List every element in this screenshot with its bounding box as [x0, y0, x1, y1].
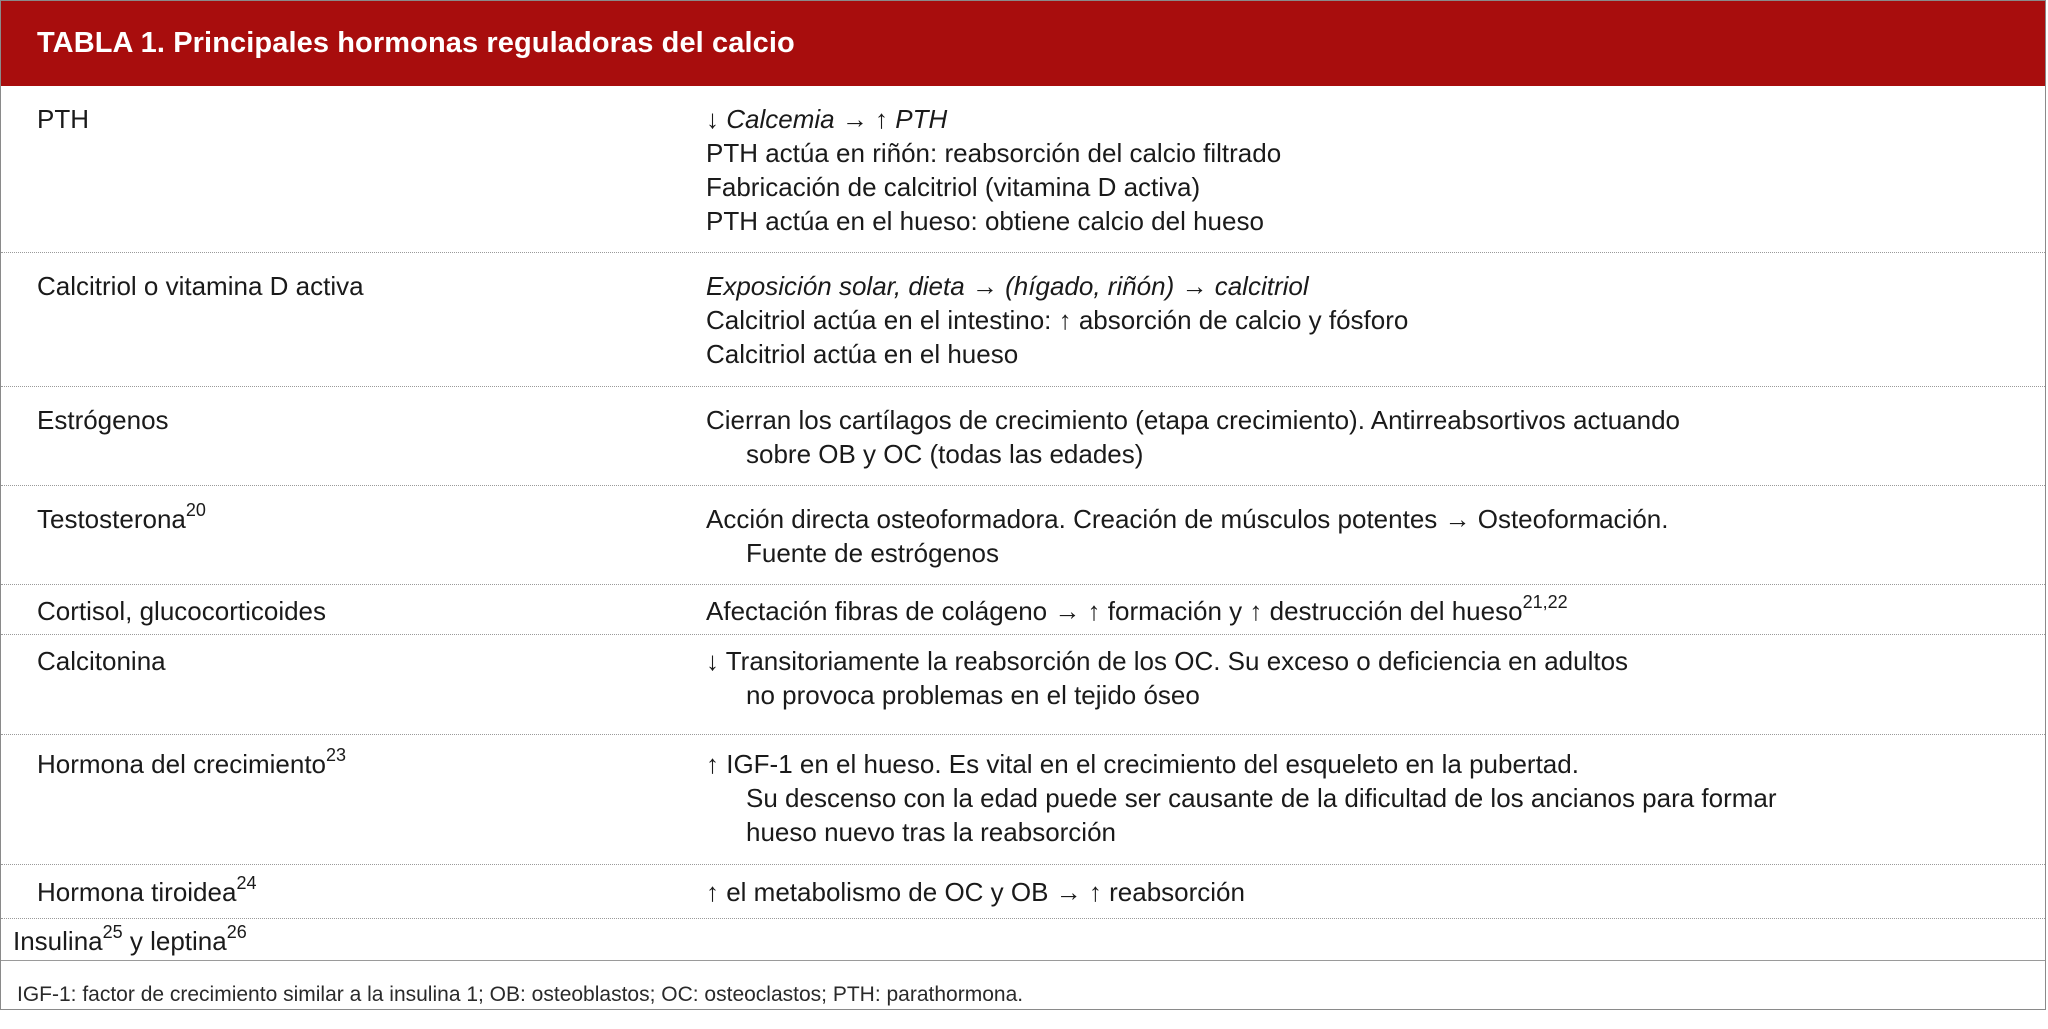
- description-line: no provoca problemas en el tejido óseo: [746, 680, 1200, 710]
- description-line: Cierran los cartílagos de crecimiento (etapa crecimiento). Antirreabsortivos actuando: [706, 405, 1681, 435]
- table-row: [1, 585, 2045, 635]
- hormone-name: Hormona del crecimiento$^{23}$: [37, 745, 347, 779]
- description-line: ↓ Calcemia → ↑ PTH: [706, 104, 948, 134]
- hormone-name: Calcitriol o vitamina D activa: [37, 271, 364, 301]
- hormone-name: Calcitonina: [37, 646, 166, 676]
- description-line: ↑ el metabolismo de OC y OB → ↑ reabsorción: [706, 877, 1245, 907]
- table-footnote: IGF-1: factor de crecimiento similar a la insulina 1; OB: osteoblastos; OC: osteoclastos; PTH: parathormona.: [1, 960, 2045, 1029]
- description-line: sobre OB y OC (todas las edades): [746, 439, 1144, 469]
- hormone-description: [706, 387, 2045, 485]
- description-line: Fabricación de calcitriol (vitamina D activa): [706, 172, 1201, 202]
- table-row: [1, 486, 2045, 585]
- table-title: TABLA 1. Principales hormonas reguladoras del calcio: [1, 1, 2045, 86]
- reference-superscript: 24: [236, 873, 257, 894]
- reference-superscript: 23: [326, 745, 347, 766]
- hormone-name: Estrógenos: [37, 405, 169, 435]
- description-line: PTH actúa en el hueso: obtiene calcio del hueso: [706, 206, 1264, 236]
- hormone-name: PTH: [37, 104, 89, 134]
- table-row: [1, 735, 2045, 865]
- reference-superscript: 25: [102, 922, 123, 943]
- hormone-description: [706, 86, 2045, 252]
- reference-superscript: 21,22: [1522, 592, 1568, 613]
- hormone-description: [706, 919, 2045, 960]
- reference-superscript: 26: [226, 922, 247, 943]
- description-line: Calcitriol actúa en el hueso: [706, 339, 1019, 369]
- hormone-description: [706, 253, 2045, 386]
- table-row: [1, 86, 2045, 253]
- table-row: [1, 865, 2045, 919]
- hormone-description: [706, 865, 2045, 918]
- table-row: [1, 387, 2045, 486]
- description-line: Fuente de estrógenos: [746, 538, 999, 568]
- description-line: hueso nuevo tras la reabsorción: [746, 817, 1117, 847]
- hormone-description: [706, 585, 2045, 634]
- description-line: Exposición solar, dieta → (hígado, riñón) → calcitriol: [706, 271, 1309, 301]
- description-line: Afectación fibras de colágeno → ↑ formación y ↑ destrucción del hueso$^{21,22}$: [706, 592, 1568, 626]
- description-line: ↓ Transitoriamente la reabsorción de los OC. Su exceso o deficiencia en adultos: [706, 646, 1629, 676]
- hormone-name: Hormona tiroidea$^{24}$: [37, 873, 257, 907]
- table-row: [1, 635, 2045, 735]
- description-line: PTH actúa en riñón: reabsorción del calcio filtrado: [706, 138, 1282, 168]
- hormone-name: Insulina$^{25}$ y leptina$^{26}$: [13, 922, 247, 956]
- description-line: ↑ IGF-1 en el hueso. Es vital en el crecimiento del esqueleto en la pubertad.: [706, 749, 1579, 779]
- description-line: Calcitriol actúa en el intestino: ↑ absorción de calcio y fósforo: [706, 305, 1409, 335]
- hormone-description: [706, 735, 2045, 864]
- hormone-name: Cortisol, glucocorticoides: [37, 596, 327, 626]
- hormone-description: [706, 486, 2045, 584]
- hormone-name: Testosterona$^{20}$: [37, 500, 206, 534]
- table-row: [1, 253, 2045, 387]
- table-row: [1, 919, 2045, 960]
- description-line: Su descenso con la edad puede ser causante de la dificultad de los ancianos para formar: [746, 783, 1777, 813]
- reference-superscript: 20: [185, 500, 206, 521]
- hormone-description: [706, 635, 2045, 734]
- description-line: Acción directa osteoformadora. Creación de músculos potentes → Osteoformación.: [706, 504, 1669, 534]
